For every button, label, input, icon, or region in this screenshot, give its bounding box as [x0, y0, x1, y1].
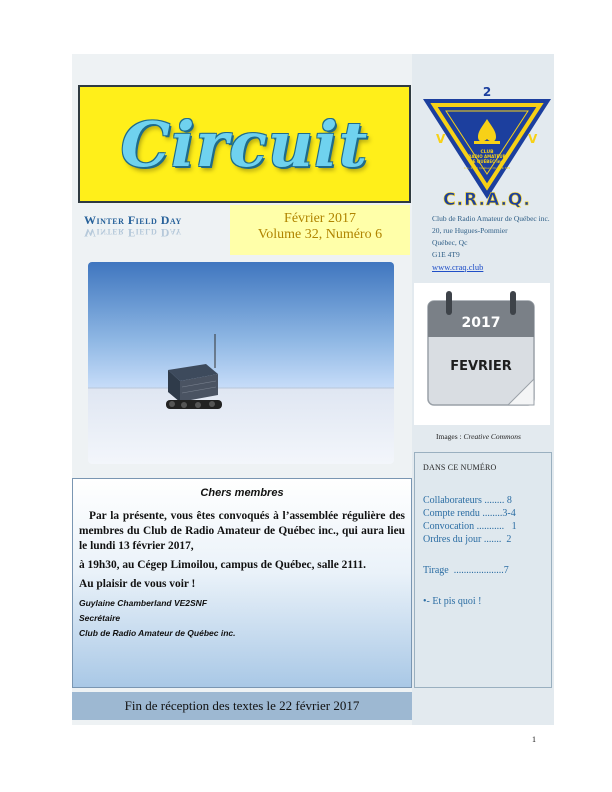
toc-item-convocation[interactable]: Convocation ........... 1 — [423, 521, 517, 532]
members-notice-title: Chers membres — [200, 487, 284, 499]
club-address — [432, 213, 552, 273]
address-line-4: G1E 4T9 — [432, 250, 460, 259]
members-notice-paragraph-3: Au plaisir de vous voir ! — [79, 578, 196, 590]
deadline-bar — [72, 692, 412, 720]
logo-text-address: C.p. 2041 Québec, Qc G1K 7P2 — [463, 166, 511, 170]
toc-item-compte-rendu[interactable]: Compte rendu ........3-4 — [423, 508, 516, 519]
address-line-3: Québec, Qc — [432, 238, 468, 247]
logo-right-letter: V — [528, 132, 538, 146]
logo-text-quebec: DE QUÉBEC inc. — [469, 159, 505, 164]
members-notice — [72, 478, 412, 688]
page-number: 1 — [532, 735, 536, 744]
signature-name: Guylaine Chamberland VE2SNF — [79, 598, 208, 608]
toc-spacer — [423, 546, 543, 564]
toc-item-tirage[interactable]: Tirage ....................7 — [423, 565, 509, 576]
toc-item-ordres-du-jour[interactable]: Ordres du jour ....... 2 — [423, 534, 512, 545]
signature-club: Club de Radio Amateur de Québec inc. — [79, 628, 236, 638]
toc-spacer — [423, 577, 543, 595]
members-notice-paragraph-2: à 19h30, au Cégep Limoilou, campus de Québec, salle 2111. — [79, 559, 367, 571]
event-banner-reflection: Winter Field Day — [84, 226, 182, 240]
image-credit-prefix: Images : — [436, 432, 464, 441]
event-banner-text: Winter Field Day — [84, 213, 182, 227]
image-credit-source: Creative Commons — [463, 432, 521, 441]
club-website-link[interactable]: www.craq.club — [432, 262, 484, 272]
masthead-title: Circuit — [120, 107, 369, 181]
masthead-title-box — [78, 85, 411, 203]
address-line-2: 20, rue Hugues-Pommier — [432, 226, 508, 235]
calendar-month: FEVRIER — [450, 359, 512, 374]
logo-text-radio: RADIO AMATEUR — [468, 154, 506, 159]
address-line-1: Club de Radio Amateur de Québec inc. — [432, 214, 550, 223]
logo-top-number: 2 — [482, 85, 492, 99]
logo-acronym: C.R.A.Q. — [443, 190, 531, 209]
image-credit — [436, 432, 521, 441]
calendar-year: 2017 — [461, 315, 501, 331]
deadline-text: Fin de réception des textes le 22 février 2017 — [124, 698, 360, 713]
issue-volume: Volume 32, Numéro 6 — [257, 227, 383, 242]
event-banner — [84, 213, 230, 240]
signature-role: Secrétaire — [79, 613, 121, 623]
toc-item-collaborateurs[interactable]: Collaborateurs ........ 8 — [423, 495, 512, 506]
members-notice-paragraph-1: Par la présente, vous êtes convoqués à l’assemblée régulière des membres du Club de Radio Amateur de Québec inc., qui aura lieu le lundi 13 février 2017, — [79, 510, 405, 552]
issue-date-box — [230, 205, 410, 255]
toc-heading: DANS CE NUMÉRO — [423, 463, 497, 472]
logo-left-letter: V — [436, 132, 446, 146]
logo-text-club: CLUB — [480, 150, 494, 155]
issue-date: Février 2017 — [284, 211, 356, 226]
craq-logo — [418, 81, 556, 209]
calendar-icon — [414, 283, 550, 425]
snow-field-photo — [88, 262, 394, 464]
toc-item-et-pis-quoi[interactable]: •- Et pis quoi ! — [423, 596, 482, 607]
table-of-contents — [414, 452, 552, 688]
